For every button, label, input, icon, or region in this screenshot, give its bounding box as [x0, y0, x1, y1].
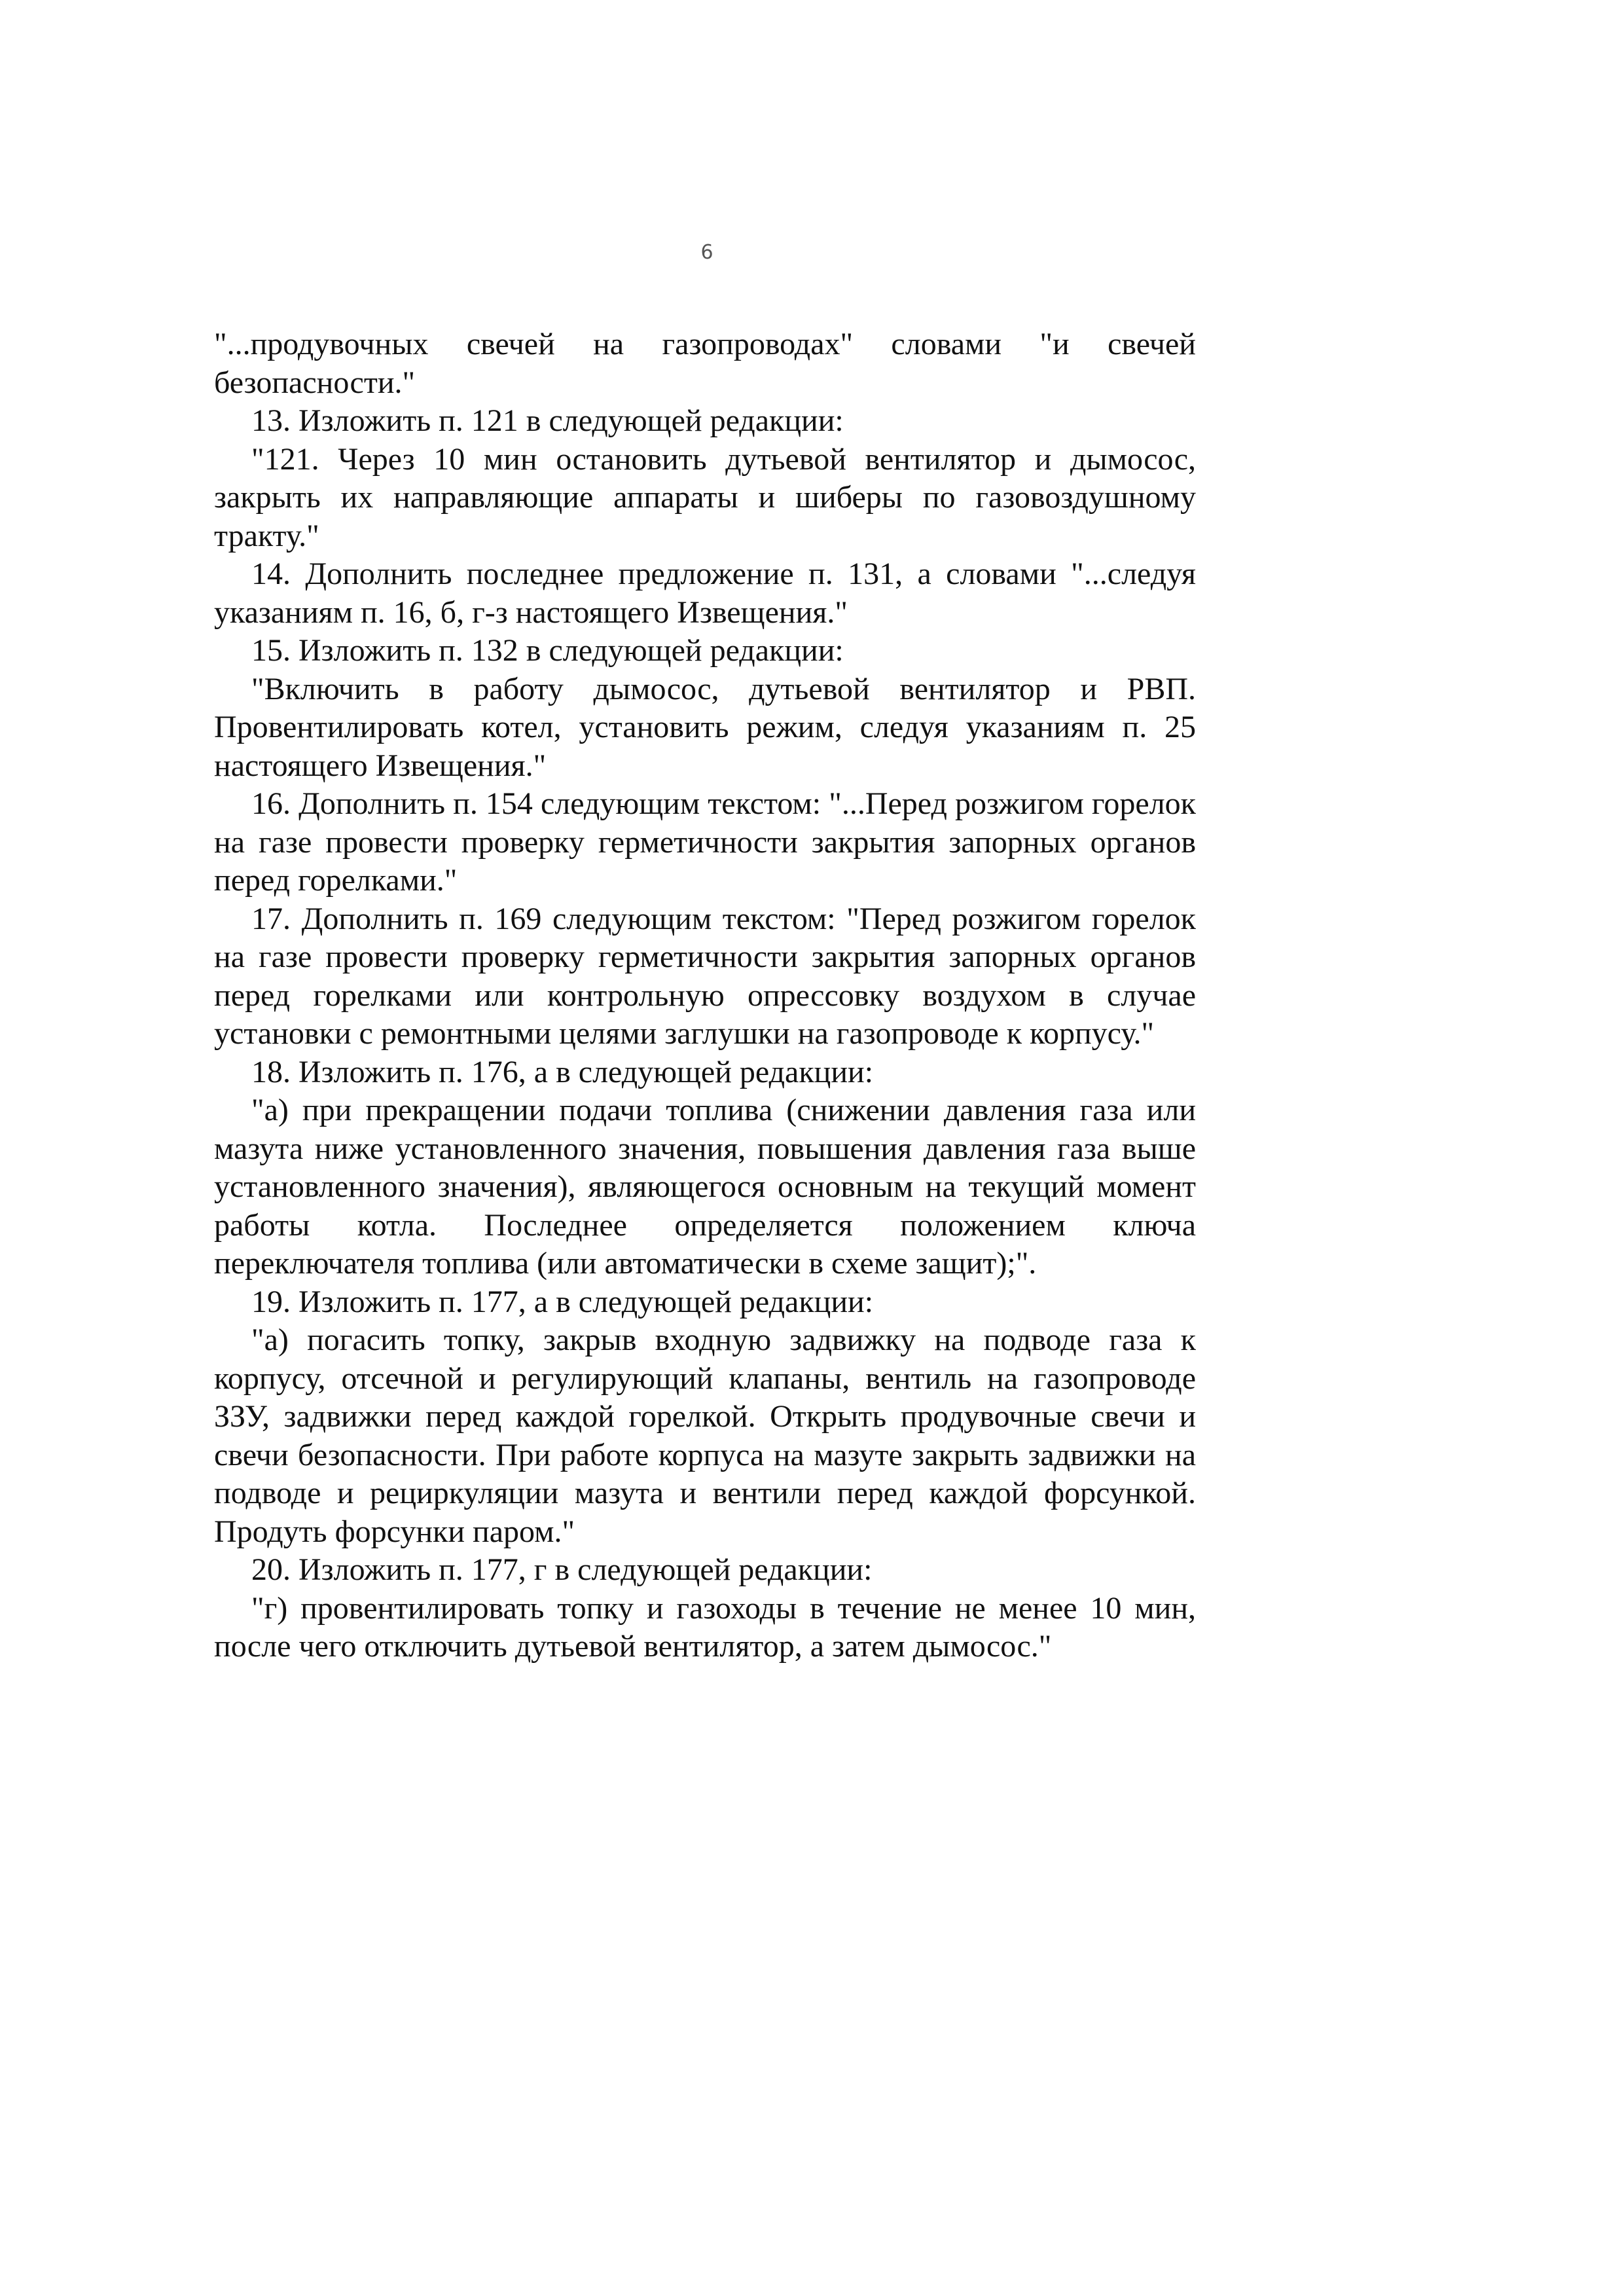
paragraph-quote-177a: "а) погасить топку, закрыв входную задвижку на подводе газа к корпусу, отсечной и регулирующий клапаны, вентиль на газопроводе ЗЗУ, задвижки перед каждой горелкой. Открыть продувочные свечи и свечи безопасности. При работе корпуса на мазуте закрыть задвижки на подводе и рециркуляции мазута и вентили перед каждой форсункой. Продуть форсунки паром." — [214, 1322, 1196, 1549]
paragraph-quote-177g: "г) провентилировать топку и газоходы в течение не менее 10 мин, после чего отключить дутьевой вентилятор, а затем дымосос." — [214, 1590, 1196, 1664]
paragraph-item-16: 16. Дополнить п. 154 следующим текстом: "...Перед розжигом горелок на газе провести проверку герметичности закрытия запорных органов перед горелками." — [214, 786, 1196, 898]
document-body — [214, 325, 1196, 1666]
paragraph-quote-176a: "а) при прекращении подачи топлива (снижении давления газа или мазута ниже установленного значения, повышения давления газа выше установленного значения), являющегося основным на текущий момент работы котла. Последнее определяется положением ключа переключателя топлива (или автоматически в схеме защит);". — [214, 1093, 1196, 1281]
paragraph-item-15: 15. Изложить п. 132 в следующей редакции: — [251, 633, 844, 668]
paragraph-item-19: 19. Изложить п. 177, а в следующей редакции: — [251, 1284, 874, 1319]
paragraph-quote-121: "121. Через 10 мин остановить дутьевой вентилятор и дымосос, закрыть их направляющие аппараты и шиберы по газовоздушному тракту." — [214, 441, 1196, 553]
paragraph-item-20: 20. Изложить п. 177, г в следующей редакции: — [251, 1552, 873, 1587]
paragraph-item-14: 14. Дополнить последнее предложение п. 131, а словами "...следуя указаниям п. 16, б, г-з настоящего Извещения." — [214, 556, 1196, 630]
paragraph-item-17: 17. Дополнить п. 169 следующим текстом: "Перед розжигом горелок на газе провести проверку герметичности закрытия запорных органов перед горелками или контрольную опрессовку воздухом в случае установки с ремонтными целями заглушки на газопроводе к корпусу." — [214, 901, 1196, 1051]
page-number: 6 — [700, 241, 713, 264]
paragraph-continuation: "...продувочных свечей на газопроводах" словами "и свечей безопасности." — [214, 327, 1196, 400]
paragraph-item-18: 18. Изложить п. 176, а в следующей редакции: — [251, 1054, 874, 1089]
paragraph-quote-132: "Включить в работу дымосос, дутьевой вентилятор и РВП. Провентилировать котел, установить режим, следуя указаниям п. 25 настоящего Извещения." — [214, 671, 1196, 783]
paragraph-item-13: 13. Изложить п. 121 в следующей редакции: — [251, 403, 844, 438]
